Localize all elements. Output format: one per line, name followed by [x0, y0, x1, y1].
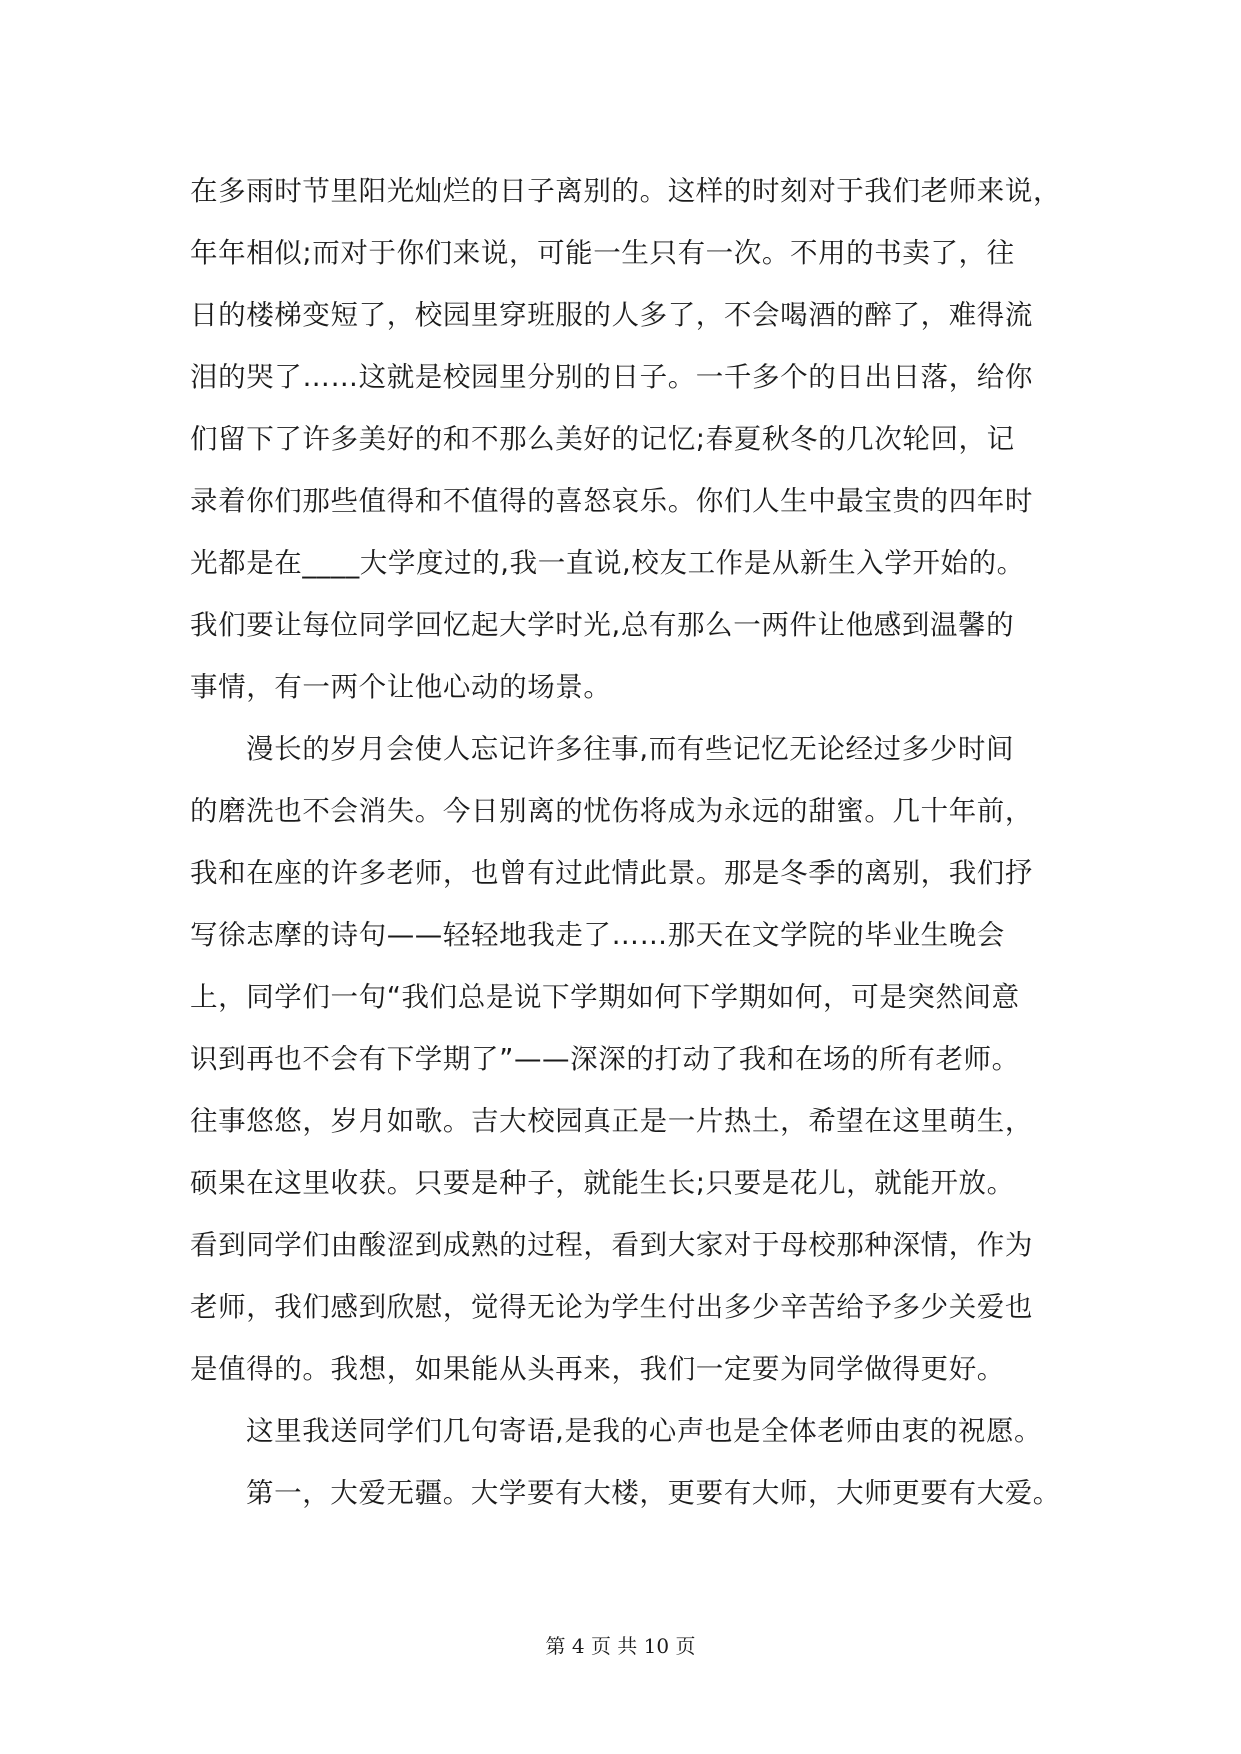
text-line: 事情，有一两个让他心动的场景。: [190, 671, 612, 703]
paragraph-start-line: 这里我送同学们几句寄语,是我的心声也是全体老师由衷的祝愿。: [246, 1415, 1043, 1447]
text-line: 硕果在这里收获。只要是种子，就能生长;只要是花儿，就能开放。: [190, 1167, 1015, 1199]
text-line: 往事悠悠，岁月如歌。吉大校园真正是一片热土，希望在这里萌生，: [190, 1105, 1033, 1137]
text-line: 年年相似;而对于你们来说，可能一生只有一次。不用的书卖了，往: [190, 237, 1015, 269]
text-line: 录着你们那些值得和不值得的喜怒哀乐。你们人生中最宝贵的四年时: [190, 485, 1033, 517]
text-line: 上，同学们一句“我们总是说下学期如何下学期如何，可是突然间意: [190, 981, 1020, 1013]
text-line: 们留下了许多美好的和不那么美好的记忆;春夏秋冬的几次轮回，记: [190, 423, 1015, 455]
text-line: 光都是在____大学度过的,我一直说,校友工作是从新生入学开始的。: [190, 547, 1025, 579]
text-line: 泪的哭了……这就是校园里分别的日子。一千多个的日出日落，给你: [190, 361, 1033, 393]
paragraph-start-line: 第一，大爱无疆。大学要有大楼，更要有大师，大师更要有大爱。: [246, 1477, 1061, 1509]
text-line: 的磨洗也不会消失。今日别离的忧伤将成为永远的甜蜜。几十年前，: [190, 795, 1033, 827]
text-line: 老师，我们感到欣慰，觉得无论为学生付出多少辛苦给予多少关爱也: [190, 1291, 1033, 1323]
text-line: 我和在座的许多老师，也曾有过此情此景。那是冬季的离别，我们抒: [190, 857, 1033, 889]
text-line: 是值得的。我想，如果能从头再来，我们一定要为同学做得更好。: [190, 1353, 1005, 1385]
text-line: 日的楼梯变短了，校园里穿班服的人多了，不会喝酒的醉了，难得流: [190, 299, 1033, 331]
page-footer: [0, 1630, 1241, 1659]
page-number-label: 第 4 页 共 10 页: [545, 1634, 696, 1658]
text-line: 在多雨时节里阳光灿烂的日子离别的。这样的时刻对于我们老师来说，: [190, 175, 1062, 207]
text-line: 识到再也不会有下学期了”——深深的打动了我和在场的所有老师。: [190, 1043, 1020, 1075]
text-line: 看到同学们由酸涩到成熟的过程，看到大家对于母校那种深情，作为: [190, 1229, 1033, 1261]
paragraph-start-line: 漫长的岁月会使人忘记许多往事,而有些记忆无论经过多少时间: [246, 733, 1015, 765]
text-line: 写徐志摩的诗句——轻轻地我走了……那天在文学院的毕业生晚会: [190, 919, 1005, 951]
text-line: 我们要让每位同学回忆起大学时光,总有那么一两件让他感到温馨的: [190, 609, 1015, 641]
document-body: [190, 160, 1060, 1524]
